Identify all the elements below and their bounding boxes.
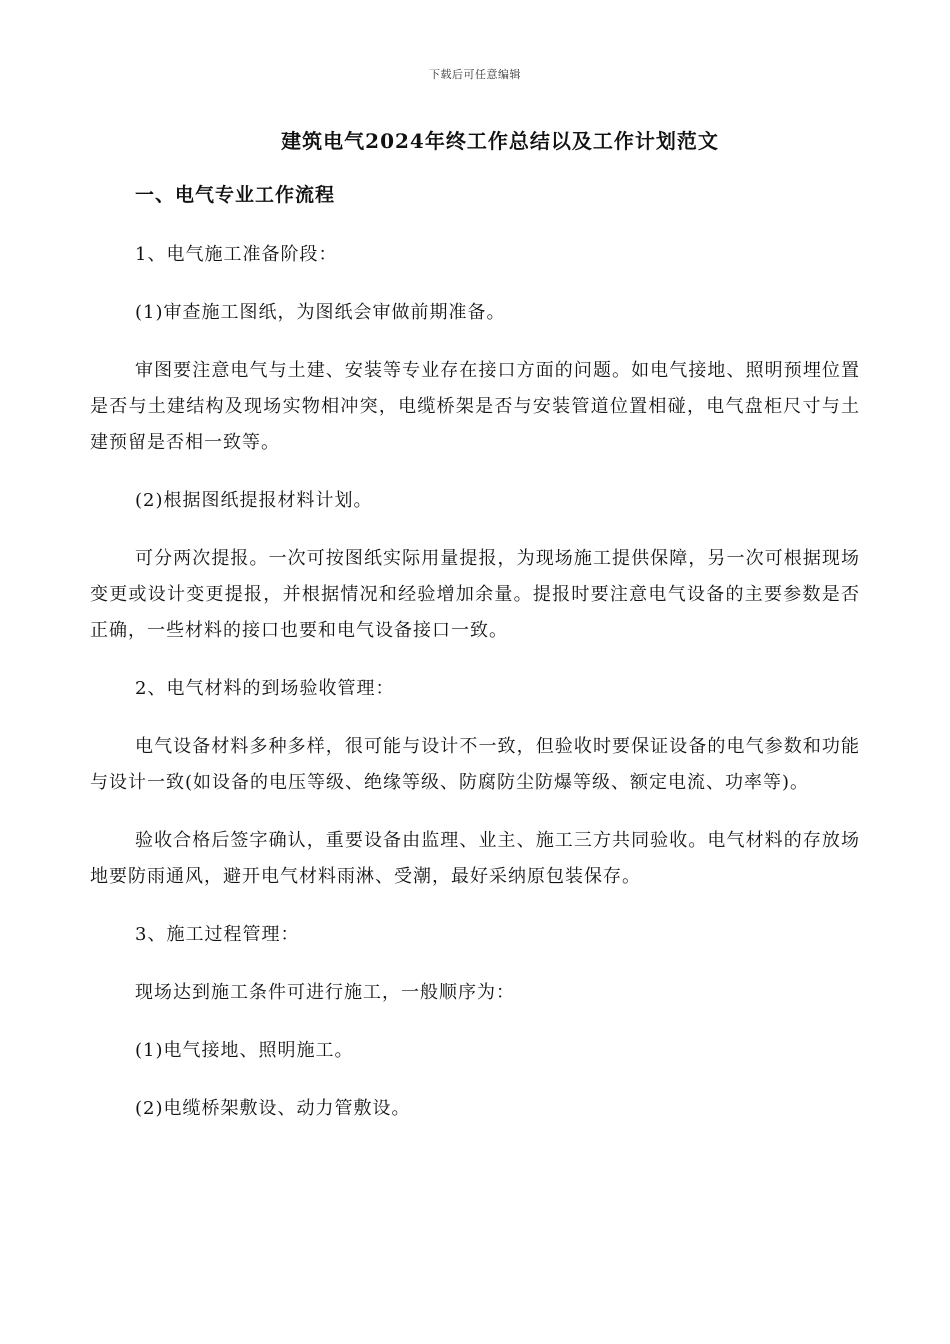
document-title: 建筑电气2024年终工作总结以及工作计划范文 — [281, 129, 719, 153]
paragraph: 1、电气施工准备阶段： — [135, 244, 338, 265]
paragraph: (1)电气接地、照明施工。 — [135, 1040, 354, 1061]
paragraph: 审图要注意电气与土建、安装等专业存在接口方面的问题。如电气接地、照明预埋位置是否与土建结构及现场实物相冲突，电缆桥架是否与安装管道位置相碰，电气盘柜尺寸与土建预留是否相一致等。 — [90, 360, 860, 453]
paragraph: 验收合格后签字确认，重要设备由监理、业主、施工三方共同验收。电气材料的存放场地要防雨通风，避开电气材料雨淋、受潮，最好采纳原包装保存。 — [90, 830, 860, 887]
paragraph: 可分两次提报。一次可按图纸实际用量提报，为现场施工提供保障，另一次可根据现场变更或设计变更提报，并根据情况和经验增加余量。提报时要注意电气设备的主要参数是否正确，一些材料的接口也要和电气设备接口一致。 — [90, 548, 860, 641]
paragraph: (2)电缆桥架敷设、动力管敷设。 — [135, 1098, 411, 1119]
paragraph: 3、施工过程管理： — [135, 924, 300, 945]
section-heading: 一、电气专业工作流程 — [135, 184, 336, 206]
paragraph: (1)审查施工图纸，为图纸会审做前期准备。 — [135, 302, 506, 323]
paragraph: (2)根据图纸提报材料计划。 — [135, 490, 373, 511]
paragraph: 2、电气材料的到场验收管理： — [135, 678, 395, 699]
header-note: 下载后可任意编辑 — [429, 68, 521, 81]
paragraph: 电气设备材料多种多样，很可能与设计不一致，但验收时要保证设备的电气参数和功能与设计一致(如设备的电压等级、绝缘等级、防腐防尘防爆等级、额定电流、功率等)。 — [90, 736, 860, 793]
paragraph: 现场达到施工条件可进行施工，一般顺序为： — [135, 982, 515, 1003]
document-body — [90, 180, 860, 1149]
